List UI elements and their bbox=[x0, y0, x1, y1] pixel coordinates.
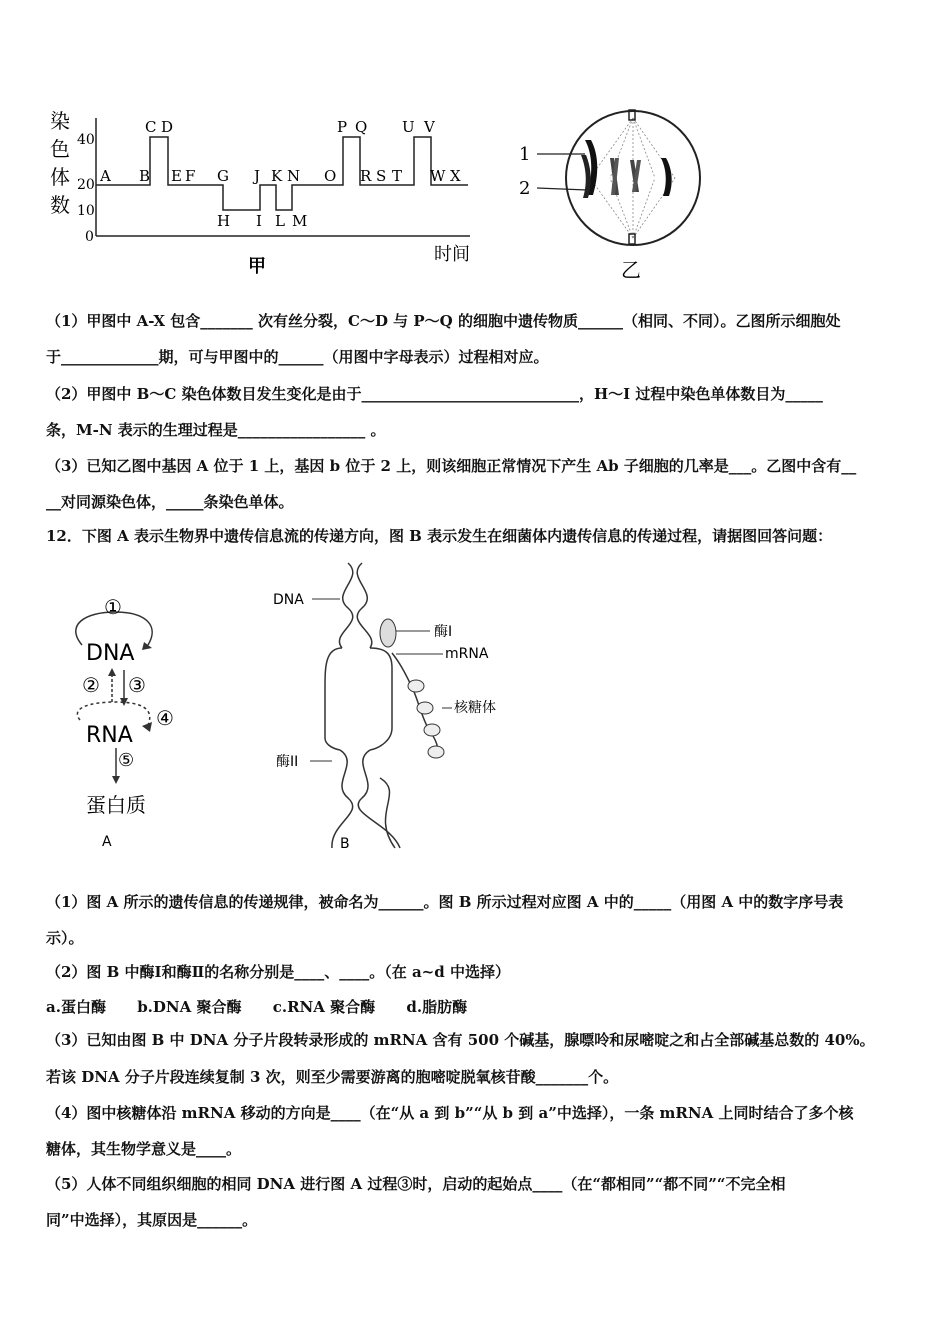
num-1: ① bbox=[104, 595, 122, 619]
label-1: 1 bbox=[519, 144, 531, 165]
figure-caption: 乙 bbox=[621, 258, 641, 282]
figure-caption: A bbox=[102, 834, 112, 850]
point-label: Q bbox=[355, 118, 368, 136]
ribosome-label: 核糖体 bbox=[454, 700, 496, 716]
q11-part1-line2: 于_____________期，可与甲图中的______（用图中字母表示）过程相对应。 bbox=[46, 348, 549, 366]
mrna-label: mRNA bbox=[445, 646, 489, 662]
q12-part4-line1: （4）图中核糖体沿 mRNA 移动的方向是____（在“从 a 到 b”“从 b 到 a”中选择），一条 mRNA 上同时结合了多个核 bbox=[46, 1104, 854, 1122]
y-tick-label: 40 bbox=[77, 132, 95, 148]
arrow-head bbox=[112, 776, 120, 784]
dna-strand bbox=[358, 750, 400, 848]
point-label: V bbox=[424, 118, 435, 136]
num-2: ② bbox=[82, 673, 100, 697]
point-label: P bbox=[337, 118, 348, 136]
q12-part4-line2: 糖体，其生物学意义是____。 bbox=[46, 1140, 242, 1158]
point-label: G bbox=[217, 167, 229, 185]
chromosome bbox=[661, 158, 672, 196]
q11-part2-line2: 条，M-N 表示的生理过程是_________________ 。 bbox=[46, 421, 386, 439]
q11-part1-line1: （1）甲图中 A-X 包含_______ 次有丝分裂，C～D 与 P～Q 的细胞中遗传物质______（相同、不同）。乙图所示细胞处 bbox=[46, 312, 841, 330]
point-label: R bbox=[360, 167, 372, 185]
y-axis-title-char: 数 bbox=[50, 193, 70, 217]
q11-part3-line2: __对同源染色体，_____条染色单体。 bbox=[46, 493, 294, 511]
dna-strand bbox=[370, 648, 392, 750]
point-label: H bbox=[217, 212, 231, 230]
x-axis-label: 时间 bbox=[434, 244, 470, 265]
ribosome bbox=[424, 724, 440, 736]
figure-jia-chart bbox=[40, 100, 490, 290]
option-c: c.RNA 聚合酶 bbox=[272, 998, 376, 1016]
y-tick-label: 20 bbox=[77, 177, 95, 193]
rna-label: RNA bbox=[86, 723, 133, 748]
point-label: C bbox=[145, 118, 157, 136]
figure-b-transcription bbox=[270, 558, 510, 858]
num-4: ④ bbox=[156, 706, 174, 730]
point-label: A bbox=[100, 167, 111, 185]
arrow-head bbox=[142, 642, 152, 650]
point-label: S bbox=[376, 167, 387, 185]
dna-label: DNA bbox=[86, 641, 135, 666]
enzyme1-label: 酶I bbox=[434, 624, 453, 640]
point-label: K bbox=[271, 167, 283, 185]
ribosome bbox=[408, 680, 424, 692]
option-a: a.蛋白酶 bbox=[46, 998, 106, 1016]
q12-title: 12．下图 A 表示生物界中遗传信息流的传递方向，图 B 表示发生在细菌体内遗传信息的传递过程，请据图回答问题： bbox=[46, 527, 833, 545]
q12-part2-line1: （2）图 B 中酶Ⅰ和酶Ⅱ的名称分别是____、____。（在 a~d 中选择） bbox=[46, 963, 510, 981]
dna-strand bbox=[339, 563, 352, 648]
q12-part5-line2: 同”中选择），其原因是______。 bbox=[46, 1211, 258, 1229]
point-label: N bbox=[287, 167, 301, 185]
rna-replication-arrow bbox=[77, 702, 149, 725]
q12-options bbox=[46, 998, 467, 1016]
point-label: E bbox=[171, 167, 182, 185]
dna-strand bbox=[332, 750, 353, 848]
enzyme2-label: 酶II bbox=[276, 754, 299, 770]
q11-part2-line1: （2）甲图中 B～C 染色体数目发生变化是由于_____________________________，H～I 过程中染色单体数目为_____ bbox=[46, 385, 823, 403]
num-5: ⑤ bbox=[118, 750, 135, 771]
y-tick-label: 0 bbox=[85, 229, 94, 245]
point-label: O bbox=[324, 167, 337, 185]
point-label: U bbox=[402, 118, 415, 136]
point-label: B bbox=[139, 167, 151, 185]
dna-label: DNA bbox=[273, 592, 304, 608]
y-axis-title-char: 体 bbox=[50, 165, 70, 189]
centriole bbox=[629, 234, 635, 244]
figure-caption: B bbox=[340, 836, 350, 852]
dna-strand bbox=[357, 563, 372, 648]
arrow-head bbox=[108, 668, 116, 676]
q12-part1-line2: 示）。 bbox=[46, 929, 84, 947]
point-label: I bbox=[256, 212, 262, 230]
point-label: X bbox=[450, 167, 461, 185]
enzyme-1 bbox=[380, 619, 396, 647]
y-axis-title-char: 色 bbox=[50, 137, 70, 161]
spindle-fibers bbox=[590, 118, 675, 238]
point-label: L bbox=[275, 212, 285, 230]
arrow-head bbox=[142, 722, 152, 732]
figure-caption: 甲 bbox=[248, 256, 266, 277]
q12-part1-line1: （1）图 A 所示的遗传信息的传递规律，被命名为______。图 B 所示过程对应图 A 中的_____（用图 A 中的数字序号表 bbox=[46, 893, 844, 911]
q12-part3-line2: 若该 DNA 分子片段连续复制 3 次，则至少需要游离的胞嘧啶脱氧核苷酸_______个。 bbox=[46, 1068, 619, 1086]
dna-strand bbox=[325, 648, 342, 750]
figure-yi-cell bbox=[515, 100, 715, 285]
point-label: J bbox=[254, 167, 261, 185]
point-label: W bbox=[430, 167, 446, 185]
point-label: M bbox=[292, 212, 308, 230]
num-3: ③ bbox=[128, 673, 146, 697]
pointer-line-2 bbox=[537, 188, 587, 190]
ribosome bbox=[428, 746, 444, 758]
protein-label: 蛋白质 bbox=[86, 793, 146, 817]
label-2: 2 bbox=[519, 178, 531, 199]
figure-a-central-dogma bbox=[60, 590, 210, 855]
point-label: T bbox=[392, 167, 403, 185]
ribosome bbox=[417, 702, 433, 714]
y-tick-label: 10 bbox=[77, 203, 95, 219]
y-axis-title-char: 染 bbox=[50, 109, 70, 133]
point-label: F bbox=[185, 167, 196, 185]
q11-part3-line1: （3）已知乙图中基因 A 位于 1 上，基因 b 位于 2 上，则该细胞正常情况下产生 Ab 子细胞的几率是___。乙图中含有__ bbox=[46, 457, 857, 475]
option-b: b.DNA 聚合酶 bbox=[137, 998, 242, 1016]
q12-part5-line1: （5）人体不同组织细胞的相同 DNA 进行图 A 过程③时，启动的起始点____（在“都相同”“都不同”“不完全相 bbox=[46, 1175, 786, 1193]
chromosome bbox=[581, 155, 591, 198]
q12-part3-line1: （3）已知由图 B 中 DNA 分子片段转录形成的 mRNA 含有 500 个碱基，腺嘌呤和尿嘧啶之和占全部碱基总数的 40%。 bbox=[46, 1031, 875, 1049]
option-d: d.脂肪酶 bbox=[406, 998, 468, 1016]
point-label: D bbox=[161, 118, 174, 136]
